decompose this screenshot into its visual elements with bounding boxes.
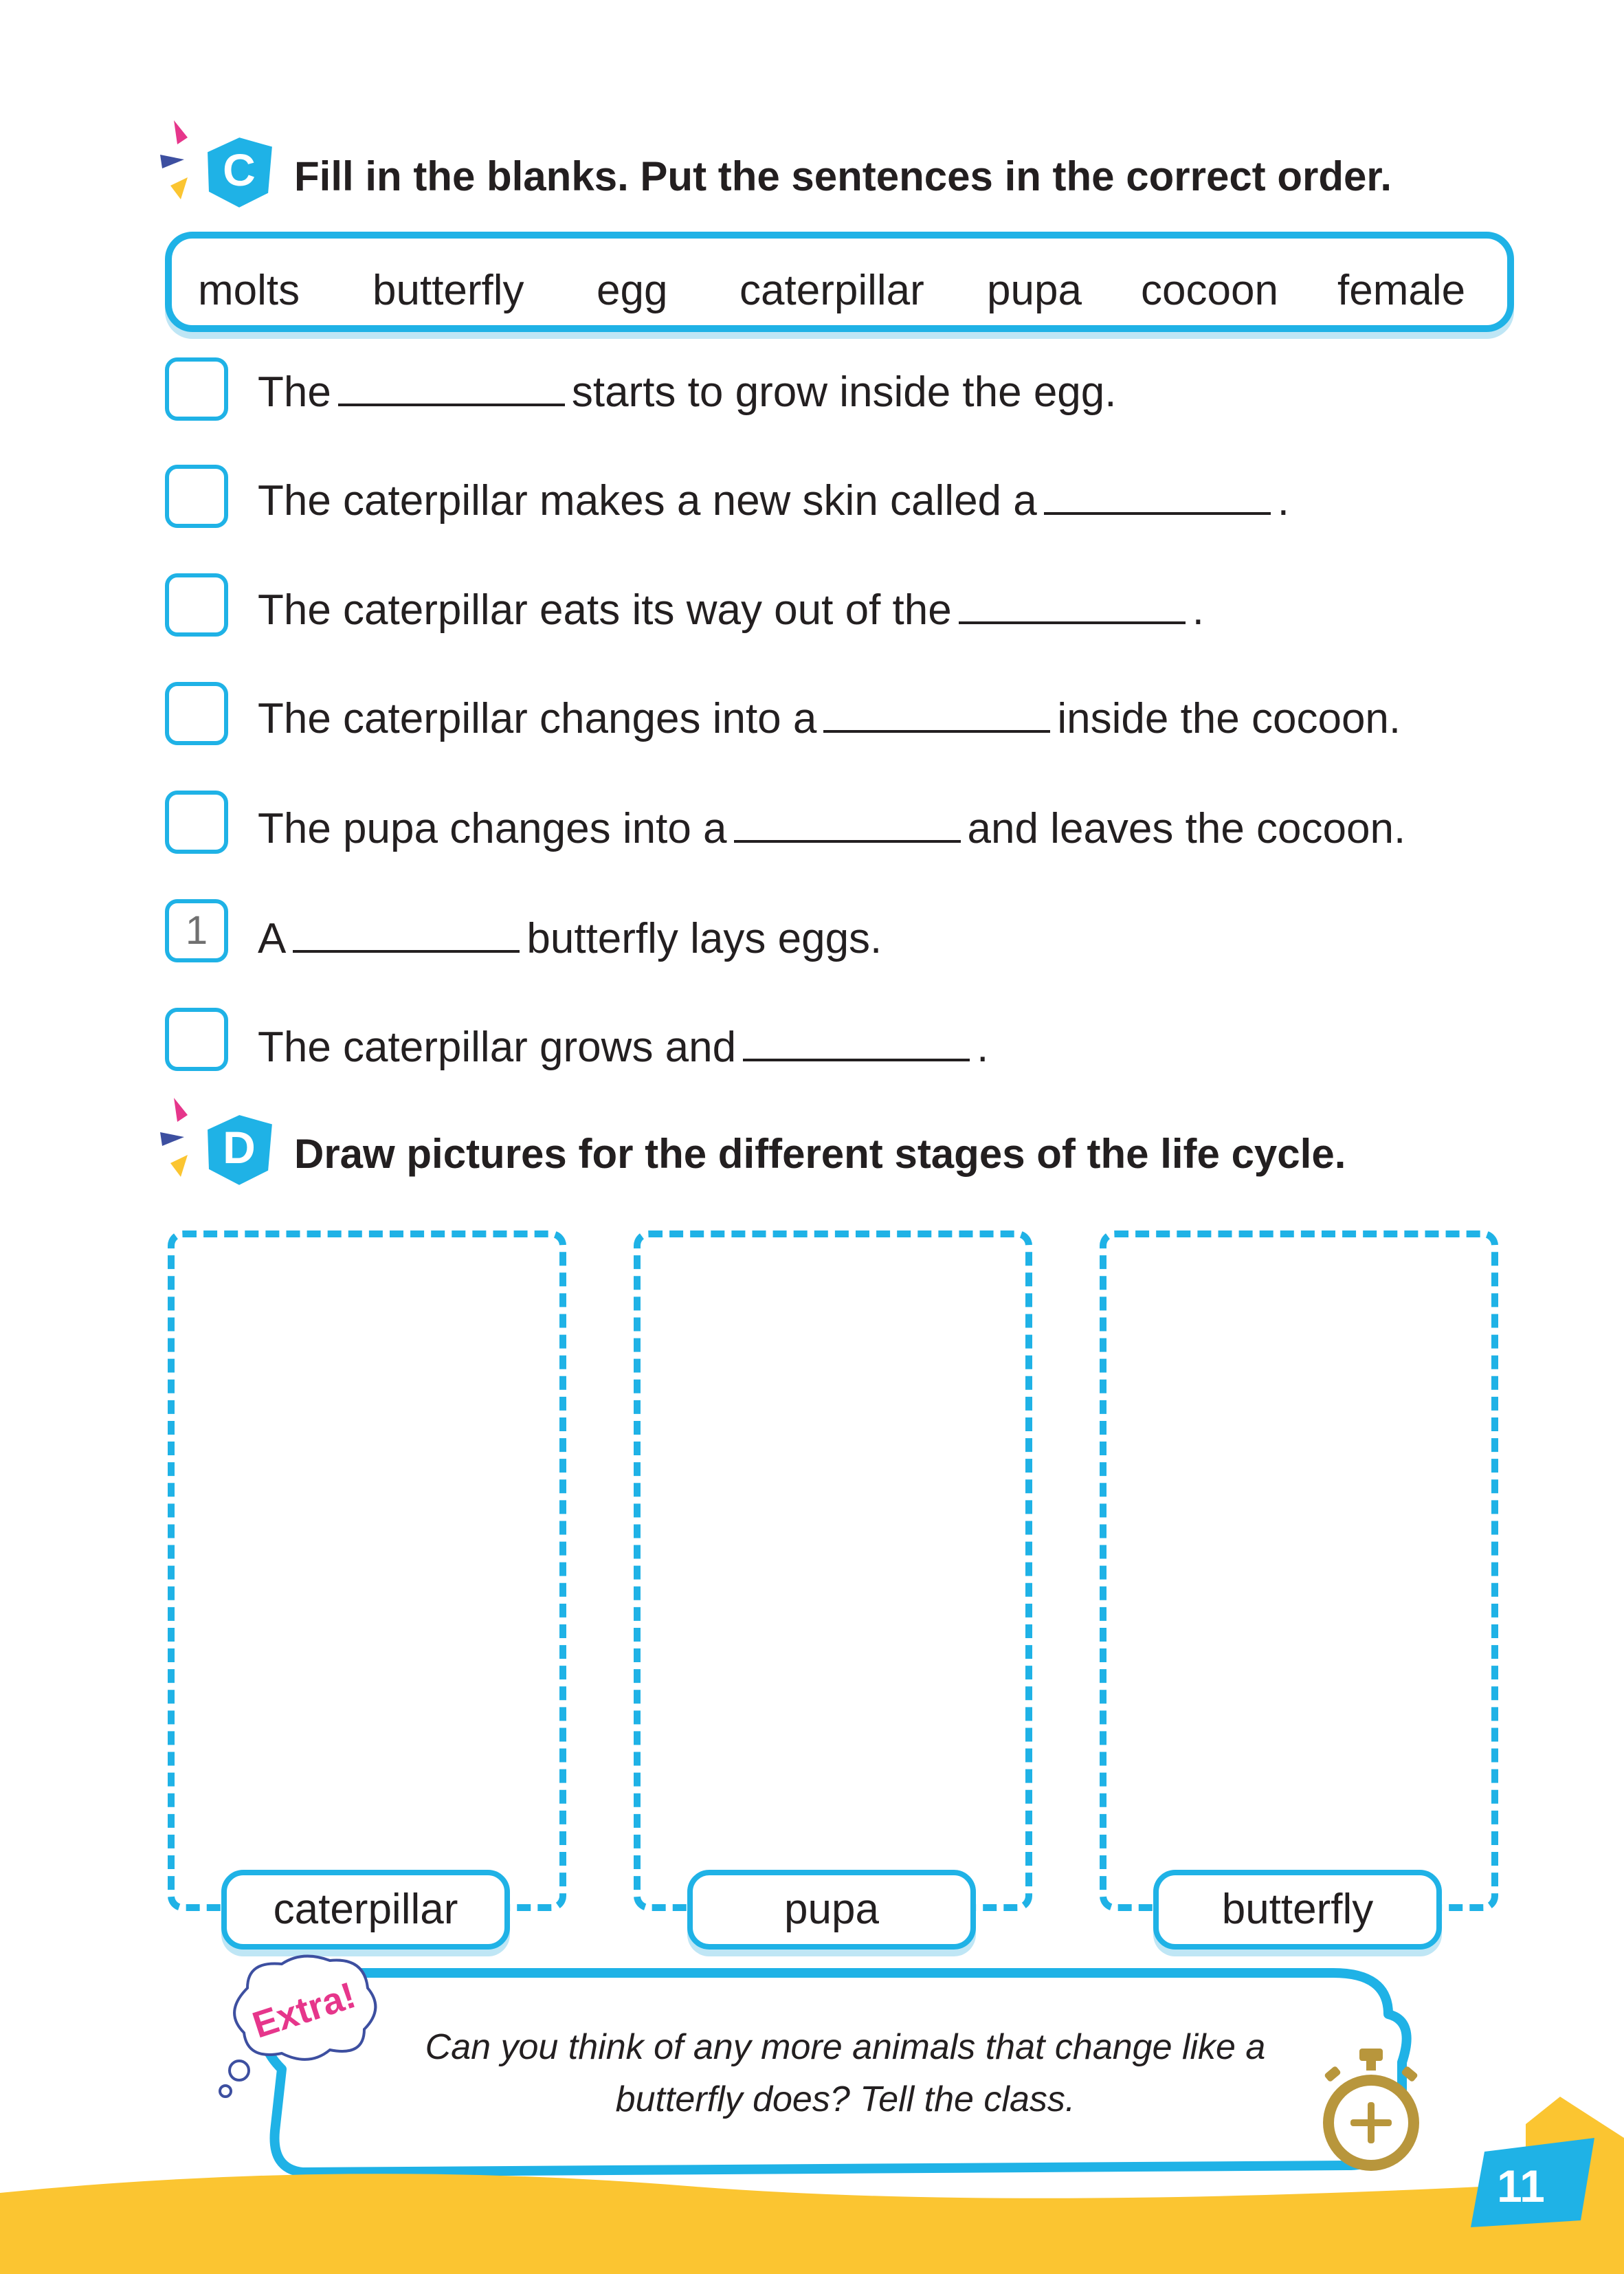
sentence-text: starts to grow inside the egg. <box>571 368 1117 416</box>
draw-label-pupa: pupa <box>687 1870 976 1950</box>
word-bank-item: pupa <box>987 267 1082 314</box>
order-number-box[interactable] <box>165 465 228 528</box>
sentence-text: The pupa changes into a <box>258 805 727 852</box>
sentence-text: The caterpillar eats its way out of the <box>258 586 952 634</box>
sentence-text: The caterpillar grows and <box>258 1024 737 1071</box>
section-c-title: Fill in the blanks. Put the sentences in the correct order. <box>294 153 1392 199</box>
order-number-box[interactable] <box>165 357 228 421</box>
drawing-area-pupa[interactable] <box>634 1230 1032 1911</box>
word-bank-item: cocoon <box>1141 267 1278 314</box>
extra-question-line-1: Can you think of any more animals that change like a <box>425 2027 1266 2067</box>
sentence-2 <box>258 476 1289 525</box>
sentence-6 <box>258 914 882 963</box>
answer-blank[interactable] <box>743 1026 970 1061</box>
sentence-7 <box>258 1023 988 1072</box>
order-number-box[interactable] <box>165 791 228 854</box>
extra-badge-text: Extra! <box>247 1974 361 2046</box>
sentence-4 <box>258 694 1401 743</box>
sentence-text: . <box>1277 477 1289 525</box>
word-bank-item: egg <box>597 267 668 314</box>
answer-blank[interactable] <box>338 371 565 406</box>
sentence-text: A <box>258 915 287 962</box>
section-d-letter: D <box>223 1122 256 1173</box>
answer-blank[interactable] <box>734 807 961 843</box>
sentence-text: and leaves the cocoon. <box>967 805 1406 852</box>
extra-question-line-2: butterfly does? Tell the class. <box>615 2079 1076 2119</box>
order-number-box[interactable] <box>165 1008 228 1071</box>
word-bank-item: caterpillar <box>739 267 924 314</box>
drawing-area-caterpillar[interactable] <box>168 1230 566 1911</box>
sentence-text: inside the cocoon. <box>1057 695 1401 742</box>
order-number-box[interactable] <box>165 573 228 637</box>
answer-blank[interactable] <box>823 697 1050 733</box>
sentence-1 <box>258 368 1117 417</box>
section-d-badge-icon <box>198 1108 280 1191</box>
sentence-text: butterfly lays eggs. <box>526 915 882 962</box>
sentence-text: The <box>258 368 331 416</box>
sentence-text: The caterpillar makes a new skin called a <box>258 477 1037 525</box>
answer-blank[interactable] <box>293 917 520 953</box>
order-number-box[interactable]: 1 <box>165 899 228 962</box>
page-number: 11 <box>1497 2161 1545 2211</box>
extra-question <box>385 2021 1306 2126</box>
order-number-box[interactable] <box>165 682 228 745</box>
sentence-text: The caterpillar changes into a <box>258 695 817 742</box>
section-c-badge-icon <box>198 131 280 213</box>
sentence-text: . <box>1192 586 1204 634</box>
sentence-3 <box>258 586 1204 634</box>
extra-thought-bubble-icon <box>206 1947 385 2105</box>
section-c-letter: C <box>223 144 256 195</box>
section-d-badge <box>198 1108 280 1191</box>
section-d-title: Draw pictures for the different stages of the life cycle. <box>294 1131 1346 1177</box>
draw-label-butterfly: butterfly <box>1153 1870 1442 1950</box>
answer-blank[interactable] <box>1044 479 1271 515</box>
drawing-area-butterfly[interactable] <box>1100 1230 1498 1911</box>
word-bank-item: molts <box>198 267 300 314</box>
word-bank-item: butterfly <box>372 267 524 314</box>
word-bank-item: female <box>1337 267 1466 314</box>
word-bank <box>165 232 1514 332</box>
bottom-wave-decoration <box>0 2159 1624 2274</box>
sentence-5 <box>258 804 1405 853</box>
answer-blank[interactable] <box>959 588 1186 624</box>
draw-label-caterpillar: caterpillar <box>221 1870 510 1950</box>
sentence-text: . <box>977 1024 989 1071</box>
section-c-badge <box>198 131 280 213</box>
